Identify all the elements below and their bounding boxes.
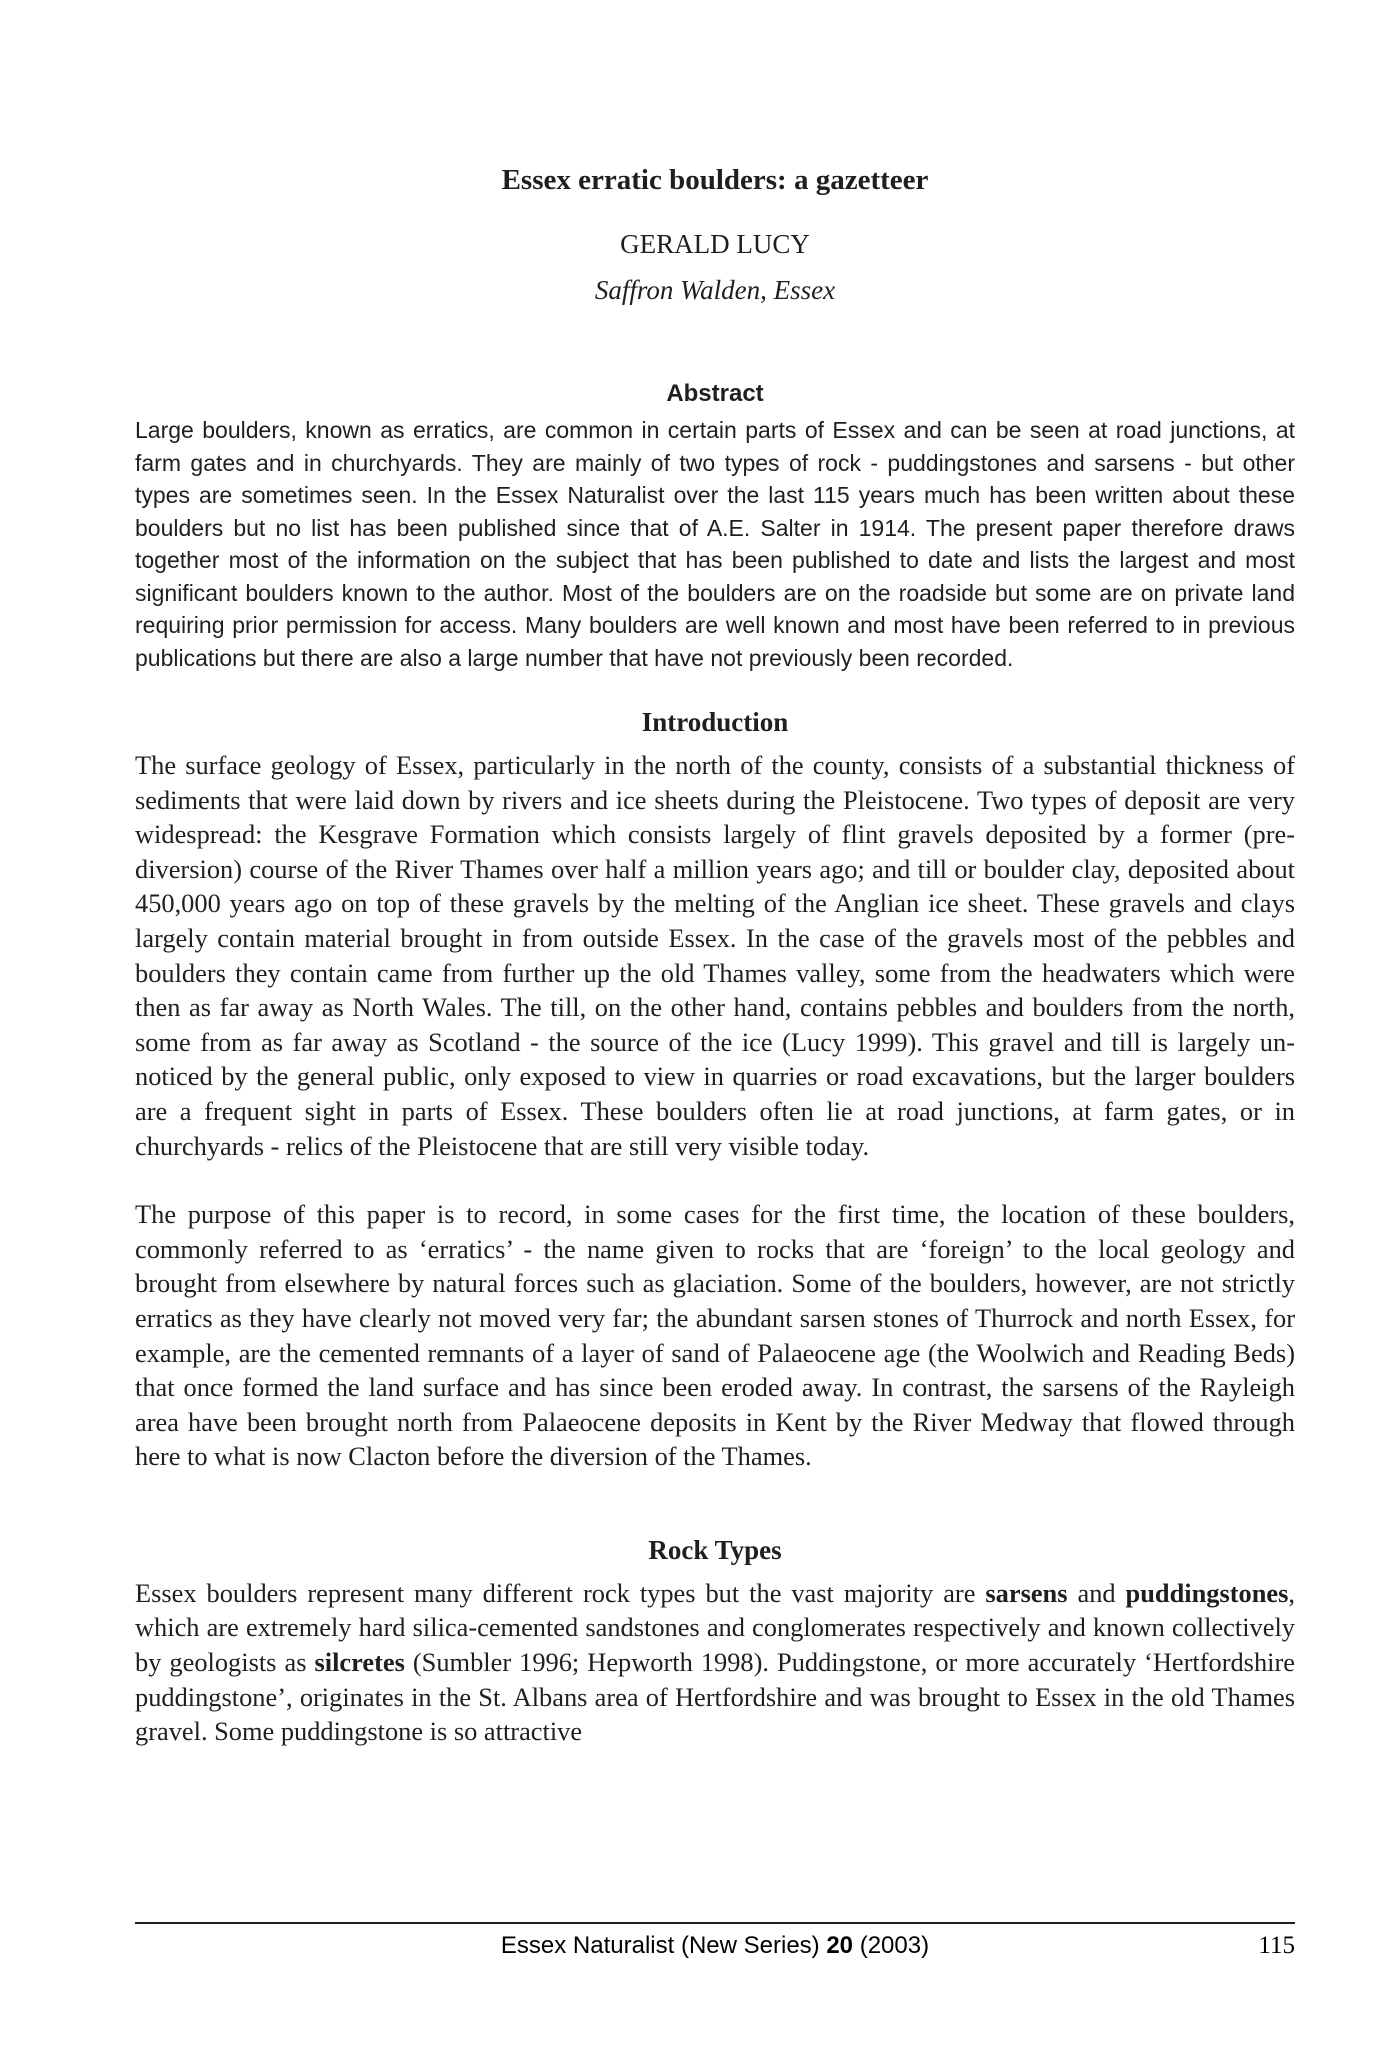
rock-types-paragraph (135, 1576, 1295, 1749)
article-title: Essex erratic boulders: a gazetteer (501, 164, 929, 196)
introduction-heading: Introduction (641, 707, 789, 737)
journal-volume: 20 (826, 1932, 854, 1959)
abstract-text: Large boulders, known as erratics, are common in certain parts of Essex and can be seen at road junctions, at farm gates and in churchyards. They are mainly of two types of rock - puddingstones and sarsens - but other types are sometimes seen. In the Essex Naturalist over the last 115 years much has been written about these boulders but no list has been published since that of A.E. Salter in 1914. The present paper therefore draws together most of the information on the subject that has been published to date and lists the largest and most significant boulders known to the author. Most of the boulders are on the roadside but some are on private land requiring prior permission for access. Many boulders are well known and most have been referred to in previous publications but there are also a large number that have not previously been recorded. (135, 417, 1295, 671)
rock-types-text: Essex boulders represent many different rock types but the vast majority are (135, 1577, 986, 1608)
rock-types-heading: Rock Types (648, 1534, 782, 1565)
introduction-paragraph-1: The surface geology of Essex, particularly in the north of the county, consists of a substantial thickness of sediments that were laid down by rivers and ice sheets during the Pleistocene. Two types of deposit are very widespread: the Kesgrave Formation which consists largely of flint gravels deposited by a former (pre-diversion) course of the River Thames over half a million years ago; and till or boulder clay, deposited about 450,000 years ago on top of these gravels by the melting of the Anglian ice sheet. These gravels and clays largely contain material brought in from outside Essex. In the case of the gravels most of the pebbles and boulders they contain came from further up the old Thames valley, some from the headwaters which were then as far away as North Wales. The till, on the other hand, contains pebbles and boulders from the north, some from as far away as Scotland - the source of the ice (Lucy 1999). This gravel and till is largely un-noticed by the general public, only exposed to view in quarries or road excavations, but the larger boulders are a frequent sight in parts of Essex. These boulders often lie at road junctions, at farm gates, or in churchyards - relics of the Pleistocene that are still very visible today. (135, 750, 1295, 1161)
journal-citation (135, 1928, 1295, 1964)
journal-name: Essex Naturalist (New Series) (500, 1932, 827, 1959)
rock-types-text: (Sumbler 1996; Hepworth 1998). Puddingstone, or more accurately ‘Hertfordshire puddingstone’, originates in the St. Albans area of Hertfordshire and was brought to Essex in the old Thames gravel. Some puddingstone is so attractive (135, 1647, 1295, 1747)
term-silcretes: silcretes (314, 1647, 405, 1678)
page-number: 115 (1258, 1932, 1295, 1959)
abstract-heading: Abstract (666, 380, 764, 407)
author-affiliation: Saffron Walden, Essex (594, 275, 836, 305)
author-name: GERALD LUCY (620, 229, 810, 259)
article-page (135, 160, 1295, 1749)
rock-types-text: , which are extremely hard silica-cemented sandstones and conglomerates respectively and known collectively by geologists as (135, 1577, 1295, 1678)
term-puddingstones: puddingstones (1125, 1577, 1289, 1608)
footer-divider (135, 1922, 1295, 1924)
journal-year: (2003) (853, 1932, 930, 1959)
introduction-paragraph-2: The purpose of this paper is to record, in some cases for the first time, the location of these boulders, commonly referred to as ‘erratics’ - the name given to rocks that are ‘foreign’ to the local geology and brought from elsewhere by natural forces such as glaciation. Some of the boulders, however, are not strictly erratics as they have clearly not moved very far; the abundant sarsen stones of Thurrock and north Essex, for example, are the cemented remnants of a layer of sand of Palaeocene age (the Woolwich and Reading Beds) that once formed the land surface and has since been eroded away. In contrast, the sarsens of the Rayleigh area have been brought north from Palaeocene deposits in Kent by the River Medway that flowed through here to what is now Clacton before the diversion of the Thames. (135, 1199, 1295, 1472)
page-footer (135, 1928, 1295, 1968)
term-sarsens: sarsens (985, 1577, 1068, 1608)
rock-types-text: and (1067, 1577, 1126, 1608)
